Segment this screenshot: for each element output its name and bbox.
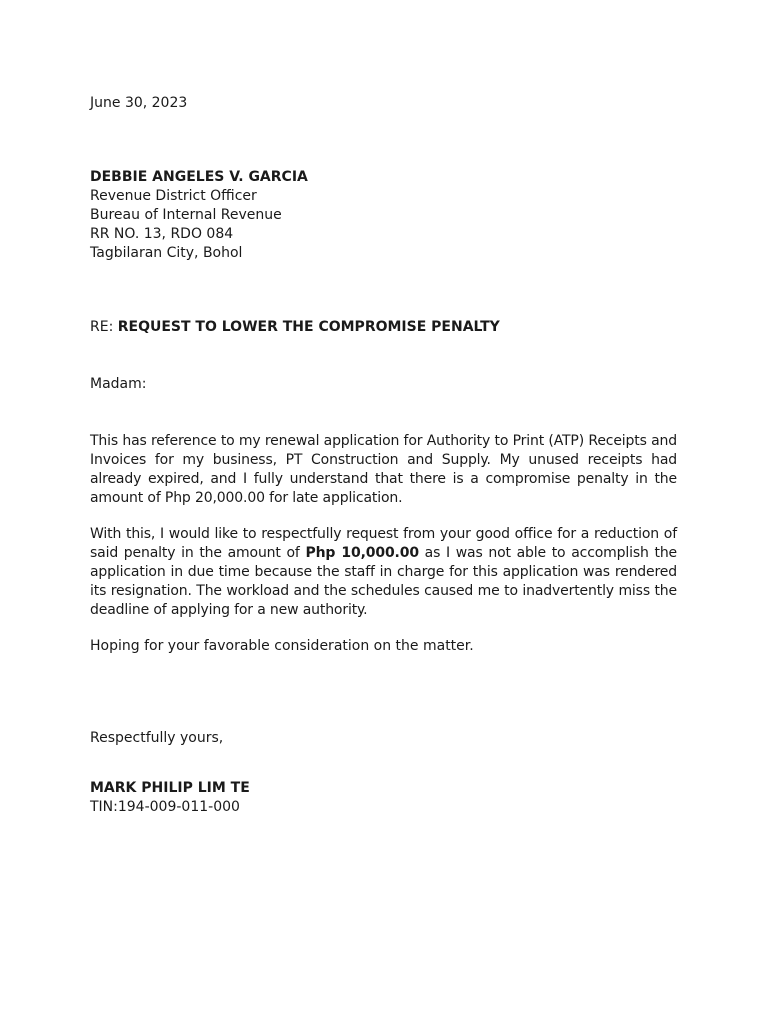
body-paragraph-3: Hoping for your favorable consideration on the matter. bbox=[90, 638, 474, 654]
subject-line bbox=[90, 318, 500, 337]
recipient-name: DEBBIE ANGELES V. GARCIA bbox=[90, 169, 308, 185]
salutation: Madam: bbox=[90, 376, 147, 392]
recipient-region: RR NO. 13, RDO 084 bbox=[90, 226, 234, 242]
body-paragraph-2 bbox=[90, 525, 677, 620]
paragraph-2-text-end: as I was not able to accomplish the application in due time because the staff in charge for this application was rendered its resignation. The workload and the schedules caused me to inadvertently miss the deadline of applying for a new authority. bbox=[90, 545, 678, 618]
subject-text: REQUEST TO LOWER THE COMPROMISE PENALTY bbox=[117, 319, 500, 335]
body-paragraph-1: This has reference to my renewal application for Authority to Print (ATP) Receipts and Invoices for my business, PT Construction and Supply. My unused receipts had already expired, and I fully understand that there is a compromise penalty in the amount of Php 20,000.00 for late application. bbox=[90, 433, 677, 506]
sender-name: MARK PHILIP LIM TE bbox=[90, 780, 250, 796]
paragraph-2-text-start: With this, I would like to respectfully request from your good office for a reduction of said penalty in the amount of bbox=[90, 526, 677, 561]
requested-amount: Php 10,000.00 bbox=[305, 545, 419, 561]
recipient-office: Bureau of Internal Revenue bbox=[90, 207, 282, 223]
recipient-city: Tagbilaran City, Bohol bbox=[90, 245, 243, 261]
letter-date: June 30, 2023 bbox=[90, 95, 188, 111]
recipient-title: Revenue District Officer bbox=[90, 188, 257, 204]
sender-tin: TIN:194-009-011-000 bbox=[90, 799, 240, 815]
subject-prefix: RE: bbox=[90, 319, 118, 335]
closing: Respectfully yours, bbox=[90, 730, 224, 746]
